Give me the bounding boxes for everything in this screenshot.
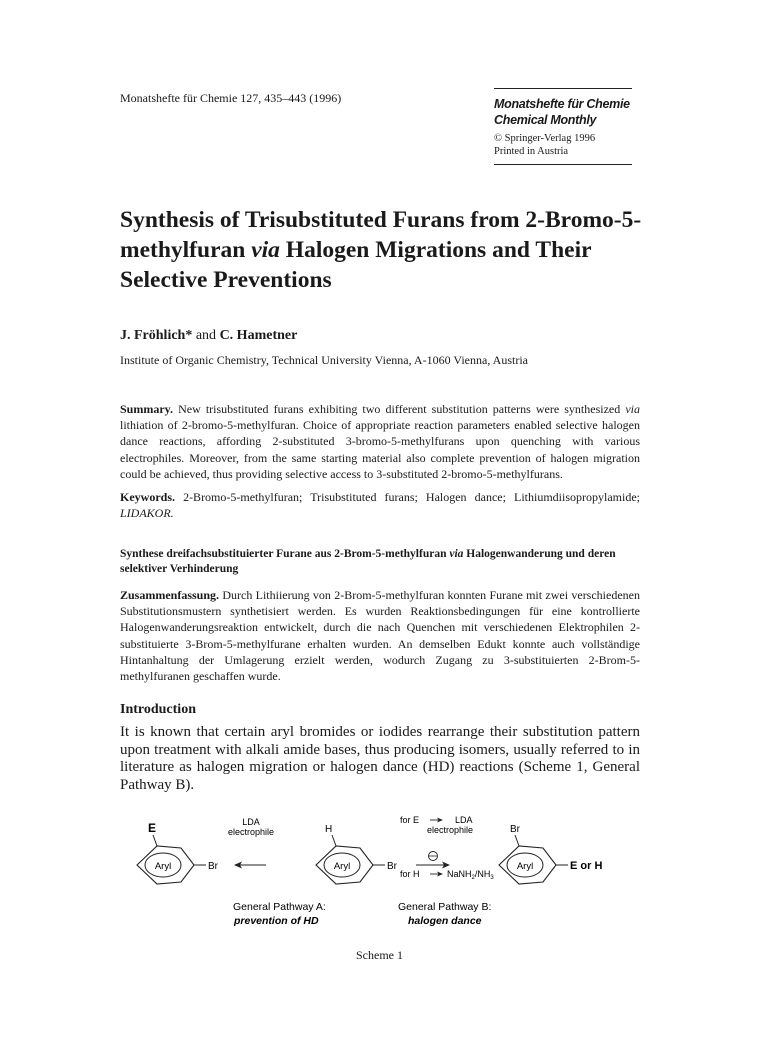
- german-title-a: Synthese dreifachsubstituierter Furane aus 2-Brom-5-methylfuran: [120, 548, 450, 560]
- pathway-b-label: General Pathway B:: [398, 901, 492, 913]
- zusammenfassung-label: Zusammenfassung.: [120, 588, 220, 602]
- title-via: via: [251, 237, 280, 263]
- condition-for-e: for E: [400, 815, 420, 825]
- right-substituent-e-or-h: E or H: [570, 860, 603, 872]
- author-line: [120, 328, 297, 344]
- affiliation: Institute of Organic Chemistry, Technical University Vienna, A-1060 Vienna, Austria: [120, 353, 528, 367]
- keywords-label: Keywords.: [120, 490, 175, 504]
- left-bromine-label: Br: [208, 861, 218, 872]
- printed-line: Printed in Austria: [494, 146, 569, 157]
- reagent-electrophile-b: electrophile: [427, 825, 474, 835]
- keywords-paragraph: [120, 489, 640, 521]
- summary-paragraph: [120, 401, 640, 482]
- middle-bromine-label: Br: [387, 861, 397, 872]
- middle-substituent-h: H: [325, 824, 333, 835]
- german-title-via: via: [449, 548, 464, 560]
- reagent-lda-a: LDA: [242, 817, 260, 827]
- arrow-pathway-a: [228, 817, 274, 869]
- journal-name: Monatshefte für Chemie: [494, 97, 630, 111]
- journal-subtitle: Chemical Monthly: [494, 113, 597, 127]
- summary-via: via: [625, 402, 640, 416]
- pathway-a-label: General Pathway A:: [233, 901, 326, 913]
- pathway-b-name: halogen dance: [408, 915, 482, 927]
- reagent-electrophile-a: electrophile: [227, 827, 275, 837]
- author-1: J. Fröhlich*: [120, 328, 193, 343]
- summary-label: Summary.: [120, 402, 174, 416]
- reaction-scheme: [120, 815, 640, 943]
- keywords-text: 2-Bromo-5-methylfuran; Trisubstituted furans; Halogen dance; Lithiumdiisopropylamide;: [175, 490, 640, 504]
- author-2: C. Hametner: [219, 328, 298, 343]
- title-part-2: Halogen Migrations and Their Selective Preventions: [120, 237, 592, 293]
- german-title: [120, 547, 640, 577]
- middle-aryl-molecule: [316, 824, 398, 884]
- summary-text-b: lithiation of 2-bromo-5-methylfuran. Choice of appropriate reaction parameters enabled selective halogen dance reactions, affording 2-substituted 3-bromo-5-methylfurans upon quenching with various electrophiles. Moreover, from the same starting material also complete prevention of halogen migration could be achieved, thus providing selective access to 3-substituted 2-bromo-5-methylfurans.: [120, 418, 640, 481]
- section-heading-introduction: Introduction: [120, 702, 196, 717]
- copyright-line: © Springer-Verlag 1996: [494, 133, 596, 144]
- german-abstract: [120, 587, 640, 684]
- pathway-a-name: prevention of HD: [234, 915, 319, 927]
- middle-aryl-label: Aryl: [333, 861, 351, 872]
- keyword-lidakor: LIDAKOR.: [120, 506, 174, 521]
- right-bromine-label: Br: [510, 824, 520, 835]
- scheme-caption: Scheme 1: [356, 948, 403, 962]
- right-aryl-molecule: [499, 824, 602, 884]
- journal-reference: Monatshefte für Chemie 127, 435–443 (1996): [120, 91, 342, 105]
- right-aryl-label: Aryl: [516, 861, 534, 872]
- arrow-pathway-b: [400, 815, 494, 881]
- journal-masthead: [494, 88, 632, 165]
- author-conjunction: and: [192, 328, 220, 343]
- introduction-paragraph: It is known that certain aryl bromides or iodides rearrange their substitution pattern upon treatment with alkali amide bases, thus producing isomers, usually referred to in literature as halogen migration or halogen dance (HD) reactions (Scheme 1, General Pathway B).: [120, 724, 640, 793]
- summary-text-a: New trisubstituted furans exhibiting two different substitution patterns were synthesized: [173, 402, 626, 416]
- left-aryl-label: Aryl: [154, 861, 172, 872]
- reagent-lda-b: LDA: [455, 815, 473, 825]
- article-title: [120, 205, 680, 295]
- zusammenfassung-text: Durch Lithiierung von 2-Brom-5-methylfuran konnten Furane mit zwei verschiedenen Substitutionsmustern synthetisiert werden. Es wurden Reaktionsbedingungen für eine kontrollierte Halogenwanderungsreaktion entwickelt, durch die nach Quenchen mit verschiedenen Elektrophilen 2-substituierte 3-Brom-5-methylfurane erhalten wurden. An demselben Edukt konnte auch vollständige Hintanhaltung der Umlagerung erzielt werden, wodurch Zugang zu 3-substituierten 2-Brom-5-methylfuranen geschaffen wurde.: [120, 588, 640, 684]
- german-title-b: Halogenwanderung und deren selektiver Verhinderung: [120, 548, 616, 575]
- left-aryl-molecule: [137, 821, 219, 884]
- left-substituent-e: E: [148, 821, 157, 835]
- reagent-nanh2-nh3: $NaNH_2/NH_3$: [447, 869, 494, 881]
- condition-for-h: for H: [400, 869, 420, 879]
- title-part-1: Synthesis of Trisubstituted Furans from 2-Bromo-5-methylfuran: [120, 207, 642, 263]
